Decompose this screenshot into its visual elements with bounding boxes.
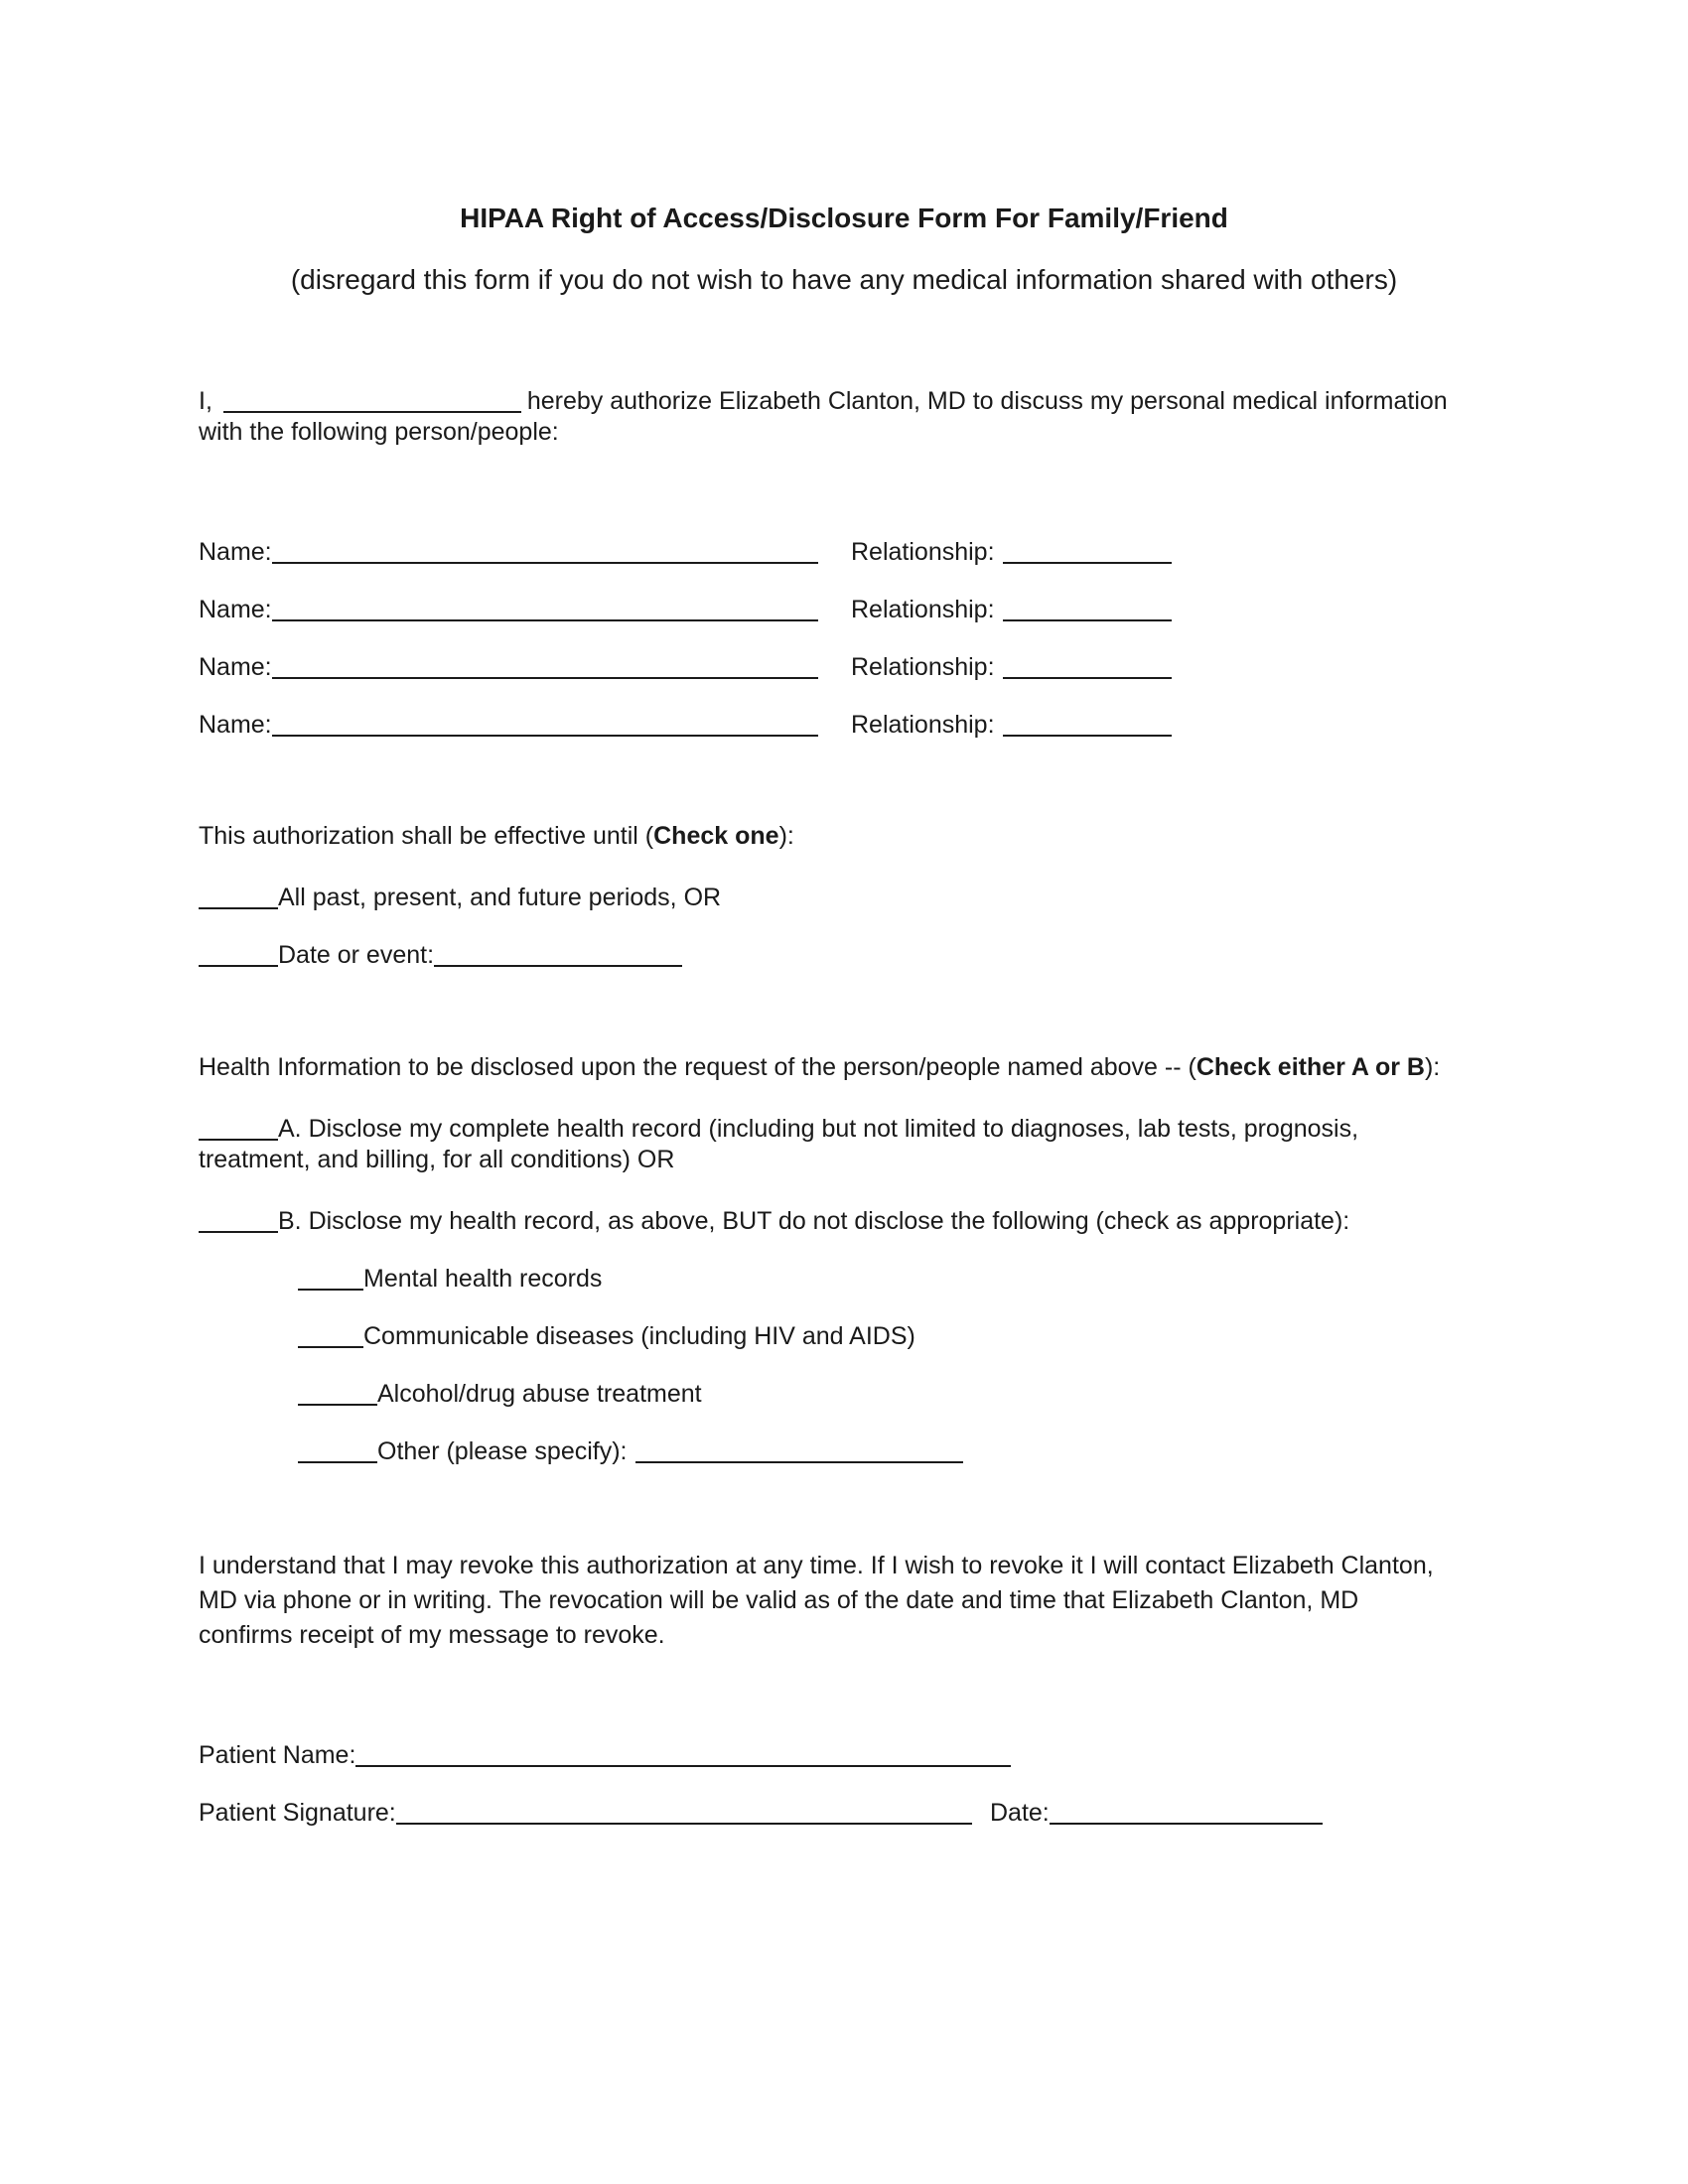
health-option-a-line-1: A. Disclose my complete health record (including but not limited to diagnoses, lab tests, prognosis,	[278, 1115, 1359, 1143]
health-info-intro	[199, 1055, 1440, 1080]
health-option-a-line-2: treatment, and billing, for all conditions) OR	[199, 1146, 675, 1173]
patient-signature-label: Patient Signature:	[199, 1799, 396, 1827]
effective-option-all-periods	[199, 882, 721, 910]
revocation-line-3: confirms receipt of my message to revoke.	[199, 1621, 665, 1649]
authorization-prefix: I,	[199, 387, 212, 415]
name-label: Name:	[199, 538, 272, 566]
relationship-field[interactable]	[1003, 651, 1172, 679]
form-subtitle: (disregard this form if you do not wish to have any medical information shared with others)	[290, 264, 1398, 295]
relationship-row	[851, 594, 1172, 622]
person-row	[199, 536, 818, 565]
health-info-intro-bold: Check either A or B	[1196, 1053, 1425, 1081]
check-blank[interactable]	[298, 1435, 377, 1463]
name-label: Name:	[199, 711, 272, 739]
check-blank[interactable]	[298, 1378, 377, 1406]
date-label: Date:	[990, 1799, 1050, 1827]
effective-option-date	[199, 939, 682, 968]
patient-name-blank[interactable]	[223, 385, 521, 413]
check-blank[interactable]	[298, 1320, 363, 1348]
exclusion-label: Mental health records	[363, 1265, 603, 1293]
relationship-row	[851, 709, 1172, 738]
name-field[interactable]	[272, 709, 818, 737]
date-field[interactable]	[1050, 1797, 1323, 1825]
effective-intro-suffix: ):	[778, 822, 794, 850]
relationship-field[interactable]	[1003, 536, 1172, 564]
health-option-b-label: B. Disclose my health record, as above, BUT do not disclose the following (check as appropriate):	[278, 1207, 1350, 1235]
exclusion-item	[298, 1435, 963, 1464]
health-info-intro-prefix: Health Information to be disclosed upon the request of the person/people named above -- (	[199, 1053, 1196, 1081]
exclusion-item	[298, 1378, 702, 1407]
revocation-line-2: MD via phone or in writing. The revocation will be valid as of the date and time that Elizabeth Clanton, MD	[199, 1586, 1359, 1614]
other-specify-field[interactable]	[635, 1435, 963, 1463]
effective-option-1-label: All past, present, and future periods, OR	[278, 884, 722, 911]
relationship-row	[851, 651, 1172, 680]
revocation-line-1: I understand that I may revoke this authorization at any time. If I wish to revoke it I will contact Elizabeth Clanton,	[199, 1552, 1434, 1579]
check-blank[interactable]	[199, 939, 278, 967]
person-row	[199, 594, 818, 622]
exclusion-item	[298, 1320, 915, 1349]
name-label: Name:	[199, 596, 272, 623]
name-field[interactable]	[272, 594, 818, 621]
health-option-b	[199, 1205, 1349, 1234]
person-row	[199, 651, 818, 680]
exclusion-item	[298, 1263, 602, 1292]
name-field[interactable]	[272, 536, 818, 564]
relationship-label: Relationship:	[851, 596, 995, 623]
check-blank[interactable]	[199, 1205, 278, 1233]
patient-name-row	[199, 1739, 1011, 1768]
health-option-a	[199, 1113, 1358, 1142]
relationship-field[interactable]	[1003, 594, 1172, 621]
check-blank[interactable]	[199, 882, 278, 909]
name-field[interactable]	[272, 651, 818, 679]
effective-intro-prefix: This authorization shall be effective until (	[199, 822, 654, 850]
name-label: Name:	[199, 653, 272, 681]
exclusion-label: Alcohol/drug abuse treatment	[377, 1380, 702, 1408]
authorization-text-1: hereby authorize Elizabeth Clanton, MD to discuss my personal medical information	[526, 387, 1448, 415]
patient-name-label: Patient Name:	[199, 1741, 356, 1769]
health-info-intro-suffix: ):	[1424, 1053, 1441, 1081]
check-blank[interactable]	[298, 1263, 363, 1291]
date-or-event-field[interactable]	[434, 939, 682, 967]
patient-name-field[interactable]	[355, 1739, 1011, 1767]
relationship-field[interactable]	[1003, 709, 1172, 737]
exclusion-label: Communicable diseases (including HIV and AIDS)	[363, 1322, 915, 1350]
person-row	[199, 709, 818, 738]
date-row	[990, 1797, 1323, 1826]
check-blank[interactable]	[199, 1113, 278, 1141]
relationship-label: Relationship:	[851, 711, 995, 739]
relationship-row	[851, 536, 1172, 565]
effective-option-2-label: Date or event:	[278, 941, 435, 969]
authorization-line-1	[199, 385, 1448, 414]
relationship-label: Relationship:	[851, 538, 995, 566]
patient-signature-field[interactable]	[396, 1797, 972, 1825]
form-title: HIPAA Right of Access/Disclosure Form For Family/Friend	[460, 203, 1228, 233]
relationship-label: Relationship:	[851, 653, 995, 681]
effective-intro	[199, 824, 794, 849]
authorization-line-2: with the following person/people:	[199, 418, 559, 446]
exclusion-label: Other (please specify):	[377, 1437, 628, 1465]
effective-intro-bold: Check one	[653, 822, 779, 850]
patient-signature-row	[199, 1797, 972, 1826]
